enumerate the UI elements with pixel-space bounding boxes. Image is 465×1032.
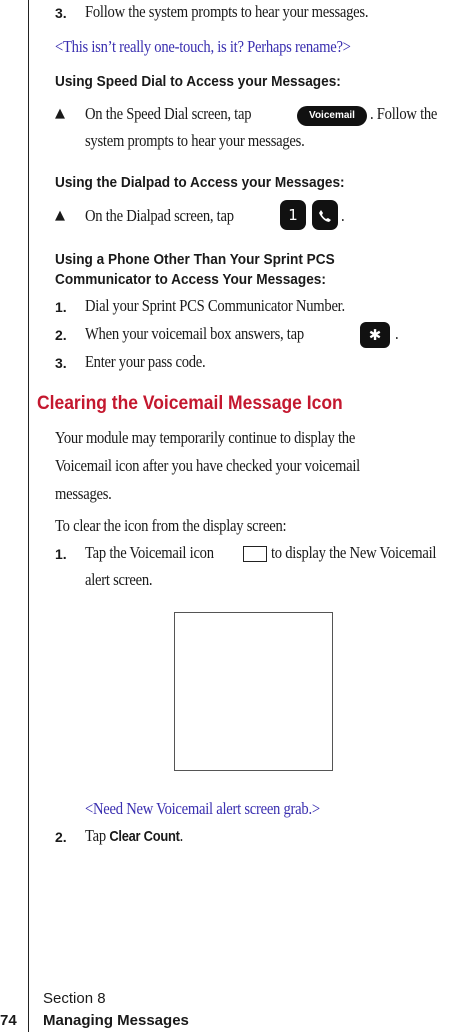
step-number: 1. [55, 299, 67, 315]
screenshot-placeholder [174, 612, 333, 771]
clear-count-label: Clear Count [109, 828, 180, 845]
other-phone-heading-2: Communicator to Access Your Messages: [55, 272, 326, 288]
star-key-label: ✱ [360, 322, 390, 348]
speed-dial-line2: system prompts to hear your messages. [85, 131, 305, 150]
step-text-post: . [395, 324, 399, 343]
paragraph: To clear the icon from the display screen: [55, 516, 287, 535]
step-text-pre: Tap [85, 826, 106, 845]
speed-dial-line1-pre: On the Speed Dial screen, tap [85, 104, 252, 123]
step-number: 3. [55, 355, 67, 371]
voicemail-button [297, 106, 367, 126]
paragraph-line: Your module may temporarily continue to display the [55, 428, 356, 447]
key-1 [280, 200, 306, 230]
footer-section: Section 8 [43, 990, 106, 1007]
step-number: 2. [55, 829, 67, 845]
step-number: 2. [55, 327, 67, 343]
footer-title: Managing Messages [43, 1012, 189, 1029]
editor-note: <Need New Voicemail alert screen grab.> [85, 799, 320, 818]
phone-key [312, 200, 338, 230]
step-number: 3. [55, 5, 67, 21]
step-text: Tap the Voicemail icon [85, 543, 214, 562]
other-phone-heading-1: Using a Phone Other Than Your Sprint PCS [55, 252, 335, 268]
dialpad-line-post: . [341, 206, 345, 225]
step-text [85, 823, 183, 850]
paragraph-line: Voicemail icon after you have checked your voicemail [55, 456, 360, 475]
step-number: 1. [55, 546, 67, 562]
dialpad-line-pre: On the Dialpad screen, tap [85, 206, 234, 225]
dialpad-heading: Using the Dialpad to Access your Messages: [55, 175, 345, 191]
step-text: When your voicemail box answers, tap [85, 324, 304, 343]
step-text: Follow the system prompts to hear your messages. [85, 2, 369, 21]
phone-icon [312, 200, 338, 230]
speed-dial-heading: Using Speed Dial to Access your Messages: [55, 74, 341, 90]
margin-rule [28, 0, 29, 1032]
key-1-label: 1 [280, 200, 306, 230]
voicemail-icon [243, 545, 267, 563]
editor-note: <This isn’t really one-touch, is it? Perhaps rename?> [55, 37, 351, 56]
star-key [360, 322, 390, 348]
bullet-triangle-icon: ▲ [55, 208, 65, 223]
step-text-post: . [179, 826, 184, 845]
step-text: Enter your pass code. [85, 352, 206, 371]
page-number: 74 [0, 1012, 17, 1029]
step-text: Dial your Sprint PCS Communicator Number. [85, 296, 345, 315]
paragraph-line: messages. [55, 484, 112, 503]
voicemail-button-label: Voicemail [297, 106, 367, 126]
section-title: Clearing the Voicemail Message Icon [37, 393, 343, 414]
step-text-post: to display the New Voicemail [271, 543, 437, 562]
bullet-triangle-icon: ▲ [55, 106, 65, 121]
step-text-line2: alert screen. [85, 570, 153, 589]
voicemail-icon-box [243, 546, 267, 562]
speed-dial-line1-post: . Follow the [370, 104, 438, 123]
